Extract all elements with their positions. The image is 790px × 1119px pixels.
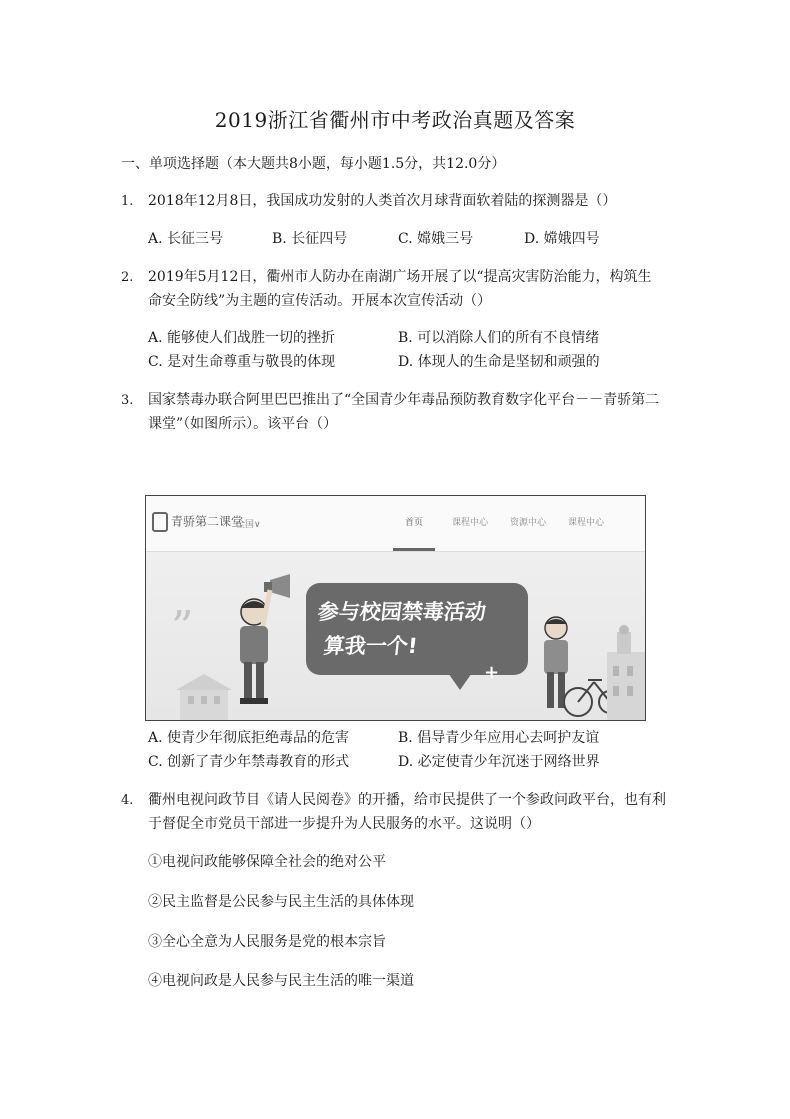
question-2-text-line2: 命安全防线”为主题的宣传活动。开展本次宣传活动（） [148, 293, 492, 309]
question-4-statement-2: ②民主监督是公民参与民主生活的具体体现 [148, 894, 414, 910]
question-2-number: 2. [121, 270, 134, 285]
screenshot-nav-home: 首页 [405, 518, 424, 528]
question-4-text-line2: 于督促全市党员干部进一步提升为人民服务的水平。这说明（） [148, 816, 540, 832]
building-illustration-left [174, 672, 234, 720]
question-3-option-d: D. 必定使青少年沉迷于网络世界 [398, 754, 600, 770]
screenshot-nav-underline [393, 548, 435, 551]
screenshot-nav-course: 课程中心 [452, 518, 489, 528]
question-4-statement-4: ④电视问政是人民参与民主生活的唯一渠道 [148, 973, 414, 989]
screenshot-header [146, 496, 645, 552]
question-2-option-c: C. 是对生命尊重与敬畏的体现 [148, 354, 336, 370]
question-3-option-c: C. 创新了青少年禁毒教育的形式 [148, 754, 350, 770]
question-3-option-a: A. 使青少年彻底拒绝毒品的危害 [148, 730, 350, 746]
question-4-number: 4. [121, 793, 134, 808]
question-1-option-d: D. 嫦娥四号 [524, 231, 600, 247]
question-2-option-b: B. 可以消除人们的所有不良情绪 [398, 330, 600, 346]
question-4-text-line1: 衢州电视问政节目《请人民阅卷》的开播，给市民提供了一个参政问政平台，也有利 [148, 792, 666, 808]
screenshot-logo: 青骄第二课堂 [152, 512, 243, 532]
boy-with-megaphone-illustration [224, 574, 304, 721]
quote-mark-decoration: ” [171, 602, 194, 653]
question-1-text: 2018年12月8日，我国成功发射的人类首次月球背面软着陆的探测器是（） [148, 193, 617, 209]
question-1-option-b: B. 长征四号 [272, 231, 348, 247]
slogan-line-1: 参与校园禁毒活动 [316, 600, 488, 624]
building-illustration-right [601, 622, 645, 720]
question-2-option-a: A. 能够使人们战胜一切的挫折 [148, 330, 336, 346]
plus-decoration: + [484, 662, 500, 683]
question-4-statement-3: ③全心全意为人民服务是党的根本宗旨 [148, 934, 386, 950]
question-2-text-line1: 2019年5月12日，衢州市人防办在南湖广场开展了以“提高灾害防治能力，构筑生 [148, 269, 652, 285]
question-3-text-line2: 课堂”（如图所示）。该平台（） [148, 416, 338, 432]
document-title: 2019浙江省衢州市中考政治真题及答案 [214, 108, 576, 132]
question-3-option-b: B. 倡导青少年应用心去呵护友谊 [398, 730, 600, 746]
slogan-bubble-tail [446, 670, 474, 690]
section-heading: 一、单项选择题（本大题共8小题，每小题1.5分，共12.0分） [121, 156, 506, 172]
question-4-statement-1: ①电视问政能够保障全社会的绝对公平 [148, 854, 386, 870]
screenshot-nav-course-2: 课程中心 [568, 518, 605, 528]
screenshot-city-select: 全国∨ [236, 520, 261, 530]
question-2-option-d: D. 体现人的生命是坚韧和顽强的 [398, 354, 600, 370]
question-1-option-a: A. 长征三号 [148, 231, 224, 247]
question-1-option-c: C. 嫦娥三号 [398, 231, 474, 247]
screenshot-nav-resource: 资源中心 [510, 518, 547, 528]
question-3-number: 3. [121, 393, 134, 408]
logo-mark-icon [152, 512, 168, 532]
slogan-line-2: 算我一个! [322, 634, 419, 658]
question-3-text-line1: 国家禁毒办联合阿里巴巴推出了“全国青少年毒品预防教育数字化平台－－青骄第二 [148, 392, 660, 408]
platform-screenshot-figure [145, 495, 646, 721]
question-1-number: 1. [121, 194, 134, 209]
screenshot-banner [146, 552, 645, 720]
